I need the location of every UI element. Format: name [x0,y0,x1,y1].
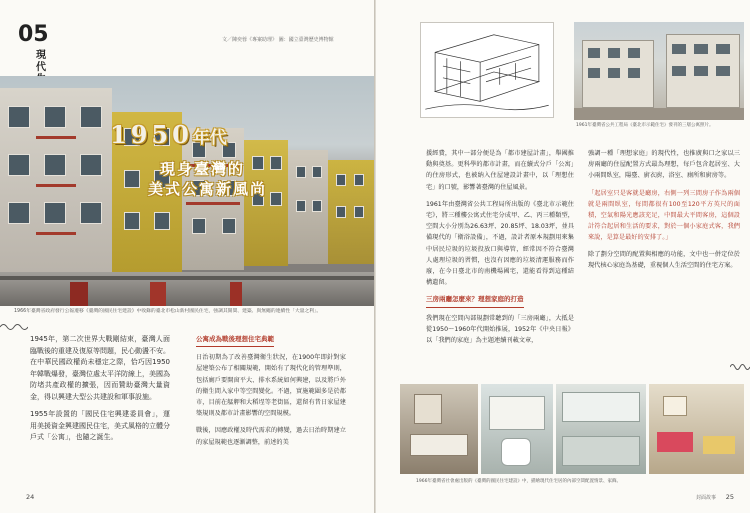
body-column-1 [30,334,170,450]
section-name: 現代 [36,50,46,73]
photo-caption: 1961年臺灣省公共工程局《臺北市示範住宅》發刊的三層公寓照片。 [576,123,714,128]
pull-quote: 「起居室只是客就是廳房，右側一列三間房子作為兩個就是兩間臥室，每間都很有100至120平方英尺的面積，空氣和陽光應該充足，中間最大平間客房，這個設計符合起居和生活的要求，對於一個小家庭式客，我們來說，是算是最好的安排了。」 [588,189,740,241]
right-page [376,0,750,513]
title-line-2: 現身臺灣的 [160,160,246,178]
paragraph: 戰後，因應政權及時代需求的轉變，過去日治時期建立的家屋規範也逐漸調整，前述的美 [196,427,346,446]
interior-photo-living-room [649,384,744,474]
apartment-photo-1961 [574,22,744,120]
section-number: 05 [18,22,49,47]
paragraph: 日治初期為了改善臺灣衛生狀況，在1900年即針對家屋建築公布了相關規範，開始有了現代化的管理準則，包括廁戶要開窗平大、排水系統如何興建，以及將戶外的衛生間入家中等空間變化。不過，實施範圍多是於都市，目前在艋舺和大稻埕等老街區，還留有昔日家屋建築規則及都市計畫影響的空間規模。 [196,354,346,418]
paragraph: 強調一種「理想家庭」的現代性，也推廣與口之家以三房兩廳的住屋配置方式最為理想，每戶包含起居室、大小兩間臥室，陽臺、廚衣廚，浴室、廁所和廚房等。 [588,150,740,180]
page-number: 25 [725,493,734,501]
paragraph: 1945年，第二次世界大戰剛結束，臺灣人面臨戰後的重建及復原等問題，民心動盪不安。在中華民國政權尚未穩定之際，恰巧因1950年韓戰爆發，臺灣位處太平洋防線上，美國為防堵共產政權的擴張，因而贊助臺灣大量資金，得以興建大型公共建設和軍事設施。 [30,335,170,401]
paragraph: 1955年設置的「國民住宅興建委員會」，運用美援資金興建國民住宅，美式風格的立體分戶式「公寓」，也隨之誕生。 [30,410,170,441]
body-column-4 [588,148,740,277]
architectural-sketch [420,22,554,118]
paragraph: 我們現在空間內部規劃常聽到的「三房兩廳」，大抵是從1950～1960年代開始推展，1952年《中央日報》以「我們的家庭」為主題連續刊載文章， [426,314,574,345]
subheading: 公寓成為戰後理想住宅典範 [196,334,274,347]
title-line-3: 美式公寓新風尚 [148,180,268,198]
interior-photo-bedroom [400,384,478,474]
photo-caption: 1966年臺灣省社會處出版的《臺灣的國民住宅建設》中，描繪現代住宅居的內部空間配置情景、家飾。 [416,479,621,484]
body-column-2 [196,334,346,454]
paragraph: 援經費，其中一部分便是為「都市建屋計畫」，舉國推動與奠基。更科學的都市計畫，而在續式分戶「公寓」的住房形式，也被納入住屋建設計畫中，以「理想住宅」的口號，影響著臺灣的住屋風景。 [426,150,574,191]
squiggle-decoration [0,322,28,332]
squiggle-decoration [730,362,750,372]
photo-caption: 1966年臺灣省政府發行公報遷移《臺灣的國民住宅建設》中收錄的臺北市松山新村國民住宅，強調其開間、建築、與無繩的連續性「大量之利」。 [14,309,322,314]
interior-photo-strip [400,384,744,474]
interior-photo-bathroom [481,384,553,474]
paragraph: 除了劃分空間的配置與相應的功能，文中也一併定位於現代核心家庭為基礎，重視個人生活空間的住宅方案。 [588,250,740,269]
title-year: 1950年代 [110,120,227,149]
interior-photo-kitchen [556,384,646,474]
page-number: 24 [26,493,35,501]
paragraph: 1961年由臺灣省公共工程局所出版的《臺北市示範住宅》，將三種樓公寓式住宅分成甲、乙、丙三種類型，空間大小分別為26.63坪、20.85坪、18.03坪，並具備現代的「衛浴設備」，不過，設計者原本規劃用來集中居民垃圾的垃圾投放口與導管，經常因不符合臺灣人處理垃圾的習慣，也沒有因應的垃圾清運服務而作廢，在今日臺北市的南機場國宅，還能看得到這種結構遺留。 [426,200,574,287]
credit-line: 文／陳奕蓉《專案助理》 圖：國立臺灣歷史博物館 [222,37,334,43]
running-head: 封面故事 [695,495,716,501]
left-page [0,0,374,513]
subheading: 三房兩廳怎麼來？理想家庭的打造 [426,294,524,307]
apartment-photo [0,76,374,306]
body-column-3 [426,148,574,352]
